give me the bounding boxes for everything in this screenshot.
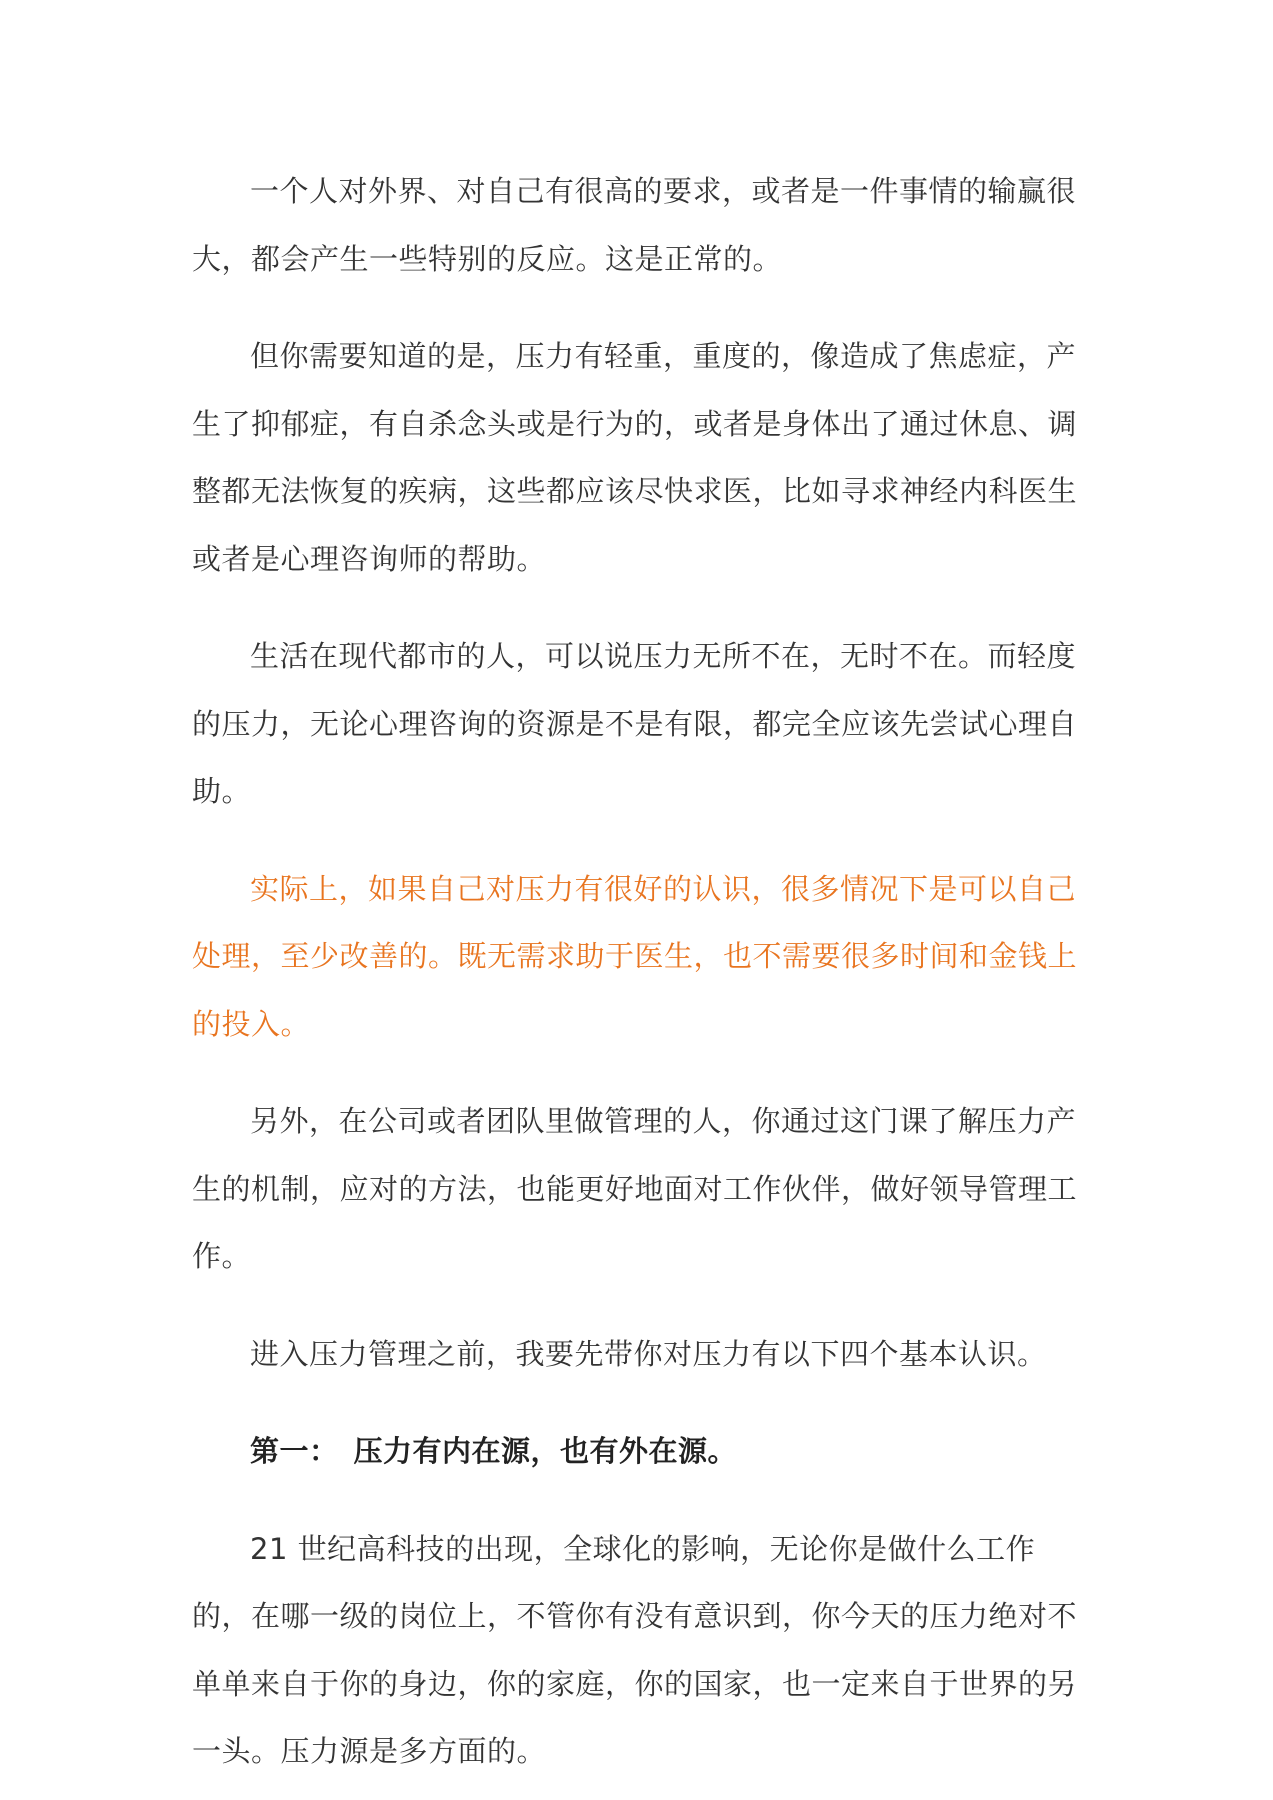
paragraph-managers: 另外，在公司或者团队里做管理的人，你通过这门课了解压力产生的机制，应对的方法，也能更好地面对工作伙伴，做好领导管理工作。 — [192, 1104, 1078, 1273]
section-heading-first-point: 第一： 压力有内在源，也有外在源。 — [250, 1434, 738, 1468]
paragraph-spacer — [192, 826, 1082, 856]
document-body — [192, 158, 1082, 1786]
paragraph-spacer — [192, 593, 1082, 623]
paragraph-urban-pressure: 生活在现代都市的人，可以说压力无所不在，无时不在。而轻度的压力，无论心理咨询的资源是不是有限，都完全应该先尝试心理自助。 — [192, 639, 1078, 808]
paragraph-spacer — [192, 1291, 1082, 1321]
paragraph-spacer — [192, 1486, 1082, 1516]
paragraph-highlighted-self-help: 实际上，如果自己对压力有很好的认识，很多情况下是可以自己处理，至少改善的。既无需求助于医生，也不需要很多时间和金钱上的投入。 — [192, 871, 1078, 1041]
paragraph-four-understandings: 进入压力管理之前，我要先带你对压力有以下四个基本认识。 — [250, 1336, 1047, 1371]
paragraph-severe-pressure-advice: 但你需要知道的是，压力有轻重，重度的，像造成了焦虑症，产生了抑郁症，有自杀念头或是行为的，或者是身体出了通过休息、调整都无法恢复的疾病，这些都应该尽快求医，比如寻求神经内科医生或者是心理咨询师的帮助。 — [192, 339, 1078, 576]
paragraph-spacer — [192, 1388, 1082, 1418]
paragraph-globalization-pressure: 21 世纪高科技的出现，全球化的影响，无论你是做什么工作的，在哪一级的岗位上，不管你有没有意识到，你今天的压力绝对不单单来自于你的身边，你的家庭，你的国家，也一定来自于世界的另一头。压力源是多方面的。 — [192, 1531, 1078, 1768]
paragraph-intro-pressure-reaction: 一个人对外界、对自己有很高的要求，或者是一件事情的输赢很大，都会产生一些特别的反应。这是正常的。 — [192, 174, 1077, 276]
paragraph-spacer — [192, 1058, 1082, 1088]
paragraph-spacer — [192, 293, 1082, 323]
